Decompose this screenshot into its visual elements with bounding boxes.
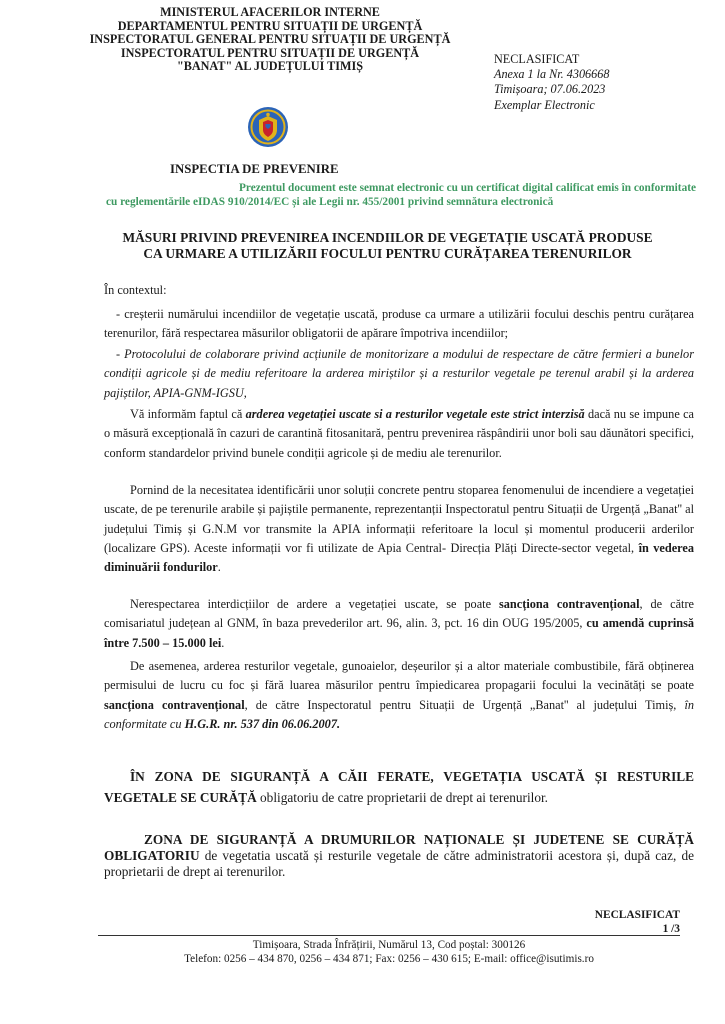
context-intro: În contextul: [104, 283, 167, 297]
paragraph-sanction-gnm [104, 595, 694, 653]
document-reference [494, 52, 714, 113]
footer-classification-label: NECLASIFICAT [594, 909, 680, 921]
p3-text-e: . [221, 635, 225, 650]
p1-text-a: Vă informăm faptul că [130, 407, 246, 421]
footer-divider [98, 935, 680, 936]
copy-type: Exemplar Electronic [494, 97, 595, 112]
p4-text-d: în conformitate cu [104, 697, 695, 731]
context-bullet-2: - Protocolului de colaborare privind acțiunile de monitorizare a modului de respectare de către fermieri a bunelor condiții agricole și de mediu referitoare la arderea miriștilor și a resturilor vegetale pe terenul arabil și la arderea pajiștilor, APIA-GNM-IGSU, [104, 347, 694, 400]
classification-label: NECLASIFICAT [494, 52, 580, 66]
p1-text-c: dacă nu se impune ca o măsură excepțională în cazuri de carantină fitosanitară, pentru prevenirea răspândirii unor boli sau dăunători specifici, conform standardelor privind bunele condiții agricole și de mediu ale terenurilor. [104, 407, 694, 460]
p3-emphasis-1: sancționa contravențional [499, 597, 640, 611]
p4-emphasis-2: H.G.R. nr. 537 din 06.06.2007. [184, 716, 341, 731]
z1-emphasis: ÎN ZONA DE SIGURANȚĂ A CĂII FERATE, VEGETAȚIA USCATĂ ȘI RESTURILE VEGETALE SE CURĂȚĂ [104, 769, 694, 805]
signature-notice-line-1: Prezentul document este semnat electronic cu un certificat digital calificat emis în conformitate [239, 182, 696, 194]
paragraph-sanction-isu [104, 657, 694, 734]
institution-header [60, 6, 480, 74]
z1-text: obligatoriu de catre proprietarii de drept ai terenurilor. [256, 790, 549, 805]
department-name: INSPECTIA DE PREVENIRE [170, 162, 339, 176]
footer-address [98, 938, 680, 966]
page-number: 1 /3 [662, 923, 680, 935]
p4-emphasis-1: sancționa contravențional [104, 697, 245, 712]
roads-zone-notice [104, 832, 694, 880]
paragraph-monitoring [104, 481, 694, 577]
header-line-county: "BANAT" AL JUDEȚULUI TIMIȘ [176, 59, 364, 74]
p2-emphasis: în vederea diminuării fondurilor [104, 540, 694, 575]
annex-number: Anexa 1 la Nr. 4306668 [494, 67, 610, 82]
footer-contacts-line: Telefon: 0256 – 434 870, 0256 – 434 871; Fax: 0256 – 430 615; E-mail: office@isutimis.ro [184, 953, 594, 965]
signature-notice-line-2: cu reglementările eIDAS 910/2014/EC și ale Legii nr. 455/2001 privind semnătura electronică [106, 195, 554, 208]
isu-emblem-icon [247, 106, 289, 148]
title-line-1: MĂSURI PRIVIND PREVENIREA INCENDIILOR DE VEGETAȚIE USCATĂ PRODUSE [122, 230, 653, 245]
header-line-ministry: MINISTERUL AFACERILOR INTERNE [160, 5, 380, 19]
p2-text-c: . [217, 560, 221, 575]
p1-emphasis: arderea vegetației uscate si a resturilor vegetale este strict interzisă [245, 407, 585, 421]
p3-text-a: Nerespectarea interdicțiilor de ardere a vegetației uscate, se poate [130, 597, 499, 611]
z2-text: de vegetatia uscată și resturile vegetale de către administratorii acestora și, după caz, de proprietarii de drept ai terenurilor. [104, 848, 694, 879]
electronic-signature-notice [106, 182, 696, 209]
document-title [100, 230, 675, 261]
header-line-department: DEPARTAMENTUL PENTRU SITUAȚII DE URGENȚĂ [117, 18, 423, 33]
footer-address-line: Timișoara, Strada Înfrățirii, Numărul 13, Cod poștal: 300126 [252, 939, 526, 951]
place-date: Timișoara; 07.06.2023 [494, 82, 606, 97]
header-line-inspectorate: INSPECTORATUL PENTRU SITUAȚII DE URGENȚĂ [120, 45, 420, 60]
p2-text-a: Pornind de la necesitatea identificării unor soluții concrete pentru stoparea fenomenului de incendiere a vegetației uscate, de pe terenurile arabile și pajiștile permanente, reprezentanții Inspectoratul pentru Situații de Urgență „Banat'' al județului Timiș și G.N.M vor transmite la APIA informații referitoare la locul și momentul producerii arderilor (localizare GPS). Aceste informații vor fi utilizate de Apia Central- Direcția Plăți Directe-sector vegetal, [104, 483, 694, 555]
p3-emphasis-2: cu amendă cuprinsă între 7.500 – 15.000 lei [104, 616, 695, 650]
footer-classification [580, 908, 680, 936]
z2-emphasis: ZONA DE SIGURANȚĂ A DRUMURILOR NAȚIONALE ȘI JUDETENE SE CURĂȚĂ OBLIGATORIU [104, 832, 694, 863]
paragraph-prohibition [104, 405, 694, 463]
p3-text-c: , de către comisariatul județean al GNM, în baza prevederilor art. 96, alin. 3, pct. 16 din OUG 195/2005, [104, 597, 694, 631]
p4-text-c: , de către Inspectoratul pentru Situații de Urgență „Banat'' al județului Timiș, [244, 697, 685, 712]
title-line-2: CA URMARE A UTILIZĂRII FOCULUI PENTRU CURĂȚAREA TERENURILOR [143, 245, 632, 261]
header-line-general-inspectorate: INSPECTORATUL GENERAL PENTRU SITUAȚII DE URGENȚĂ [89, 32, 451, 47]
p4-text-a: De asemenea, arderea resturilor vegetale, gunoaielor, deșeurilor și a altor materiale combustibile, fără obținerea permisului de lucru cu foc și fără luarea măsurilor pentru împiedicarea propagarii focului la vecinătăți se poate [104, 659, 694, 693]
context-bullet-1: - creșterii numărului incendiilor de vegetație uscată, produse ca urmare a utilizării focului deschis pentru curățarea terenurilor, fără respectarea măsurilor obligatorii de apărare împotriva incendiilor; [104, 307, 694, 341]
railway-zone-notice [104, 766, 694, 808]
